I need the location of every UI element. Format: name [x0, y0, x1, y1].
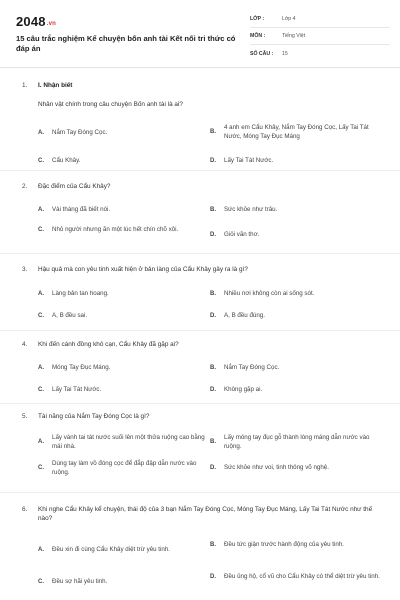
option-c[interactable] [38, 226, 208, 235]
question-stem: Hậu quả mà con yêu tinh xuất hiện ở bản làng của Cẩu Khây gây ra là gì? [38, 266, 248, 273]
option-text: Nhiều nơi không còn ai sống sót. [224, 290, 315, 297]
question-number: 3. [22, 266, 28, 273]
option-text: Cẩu Khây. [52, 157, 81, 164]
option-letter: A. [38, 547, 44, 553]
option-text: Nắm Tay Đóng Cọc. [224, 364, 280, 371]
option-text: Nhỏ người nhưng ăn một lúc hết chín chõ xôi. [52, 226, 179, 233]
meta-row-subject [250, 28, 390, 45]
option-letter: A. [38, 207, 44, 213]
option-letter: D. [210, 232, 216, 238]
meta-label: SỐ CÂU : [250, 50, 274, 57]
option-text: Lấy móng tay đục gỗ thành lòng máng dẫn nước vào ruộng. [224, 434, 370, 450]
option-d[interactable] [210, 312, 380, 321]
question-1 [22, 100, 382, 164]
option-letter: B. [210, 291, 216, 297]
option-c[interactable] [38, 460, 208, 477]
question-stem: Khi nghe Cẩu Khây kể chuyện, thái độ của 3 bạn Nắm Tay Đóng Cọc, Móng Tay Đục Máng, Lấy Tai Tát Nước như thế nào? [38, 506, 373, 522]
option-text: Đều xin đi cùng Cẩu Khây diệt trừ yêu tinh. [52, 546, 170, 553]
option-letter: D. [210, 465, 216, 471]
meta-row-class [250, 11, 390, 28]
option-c[interactable] [38, 157, 208, 166]
option-c[interactable] [38, 386, 208, 395]
option-letter: C. [38, 387, 44, 393]
option-letter: C. [38, 313, 44, 319]
option-letter: B. [210, 207, 216, 213]
question-4 [22, 340, 382, 393]
option-c[interactable] [38, 312, 208, 321]
page-header [0, 0, 400, 68]
option-text: Đều sợ hãi yêu tinh. [52, 578, 108, 585]
option-text: Móng Tay Đục Máng. [52, 364, 111, 371]
option-text: Không gặp ai. [224, 386, 263, 393]
question-stem: Khi đến cánh đồng khô cạn, Cẩu Khây đã gặp ai? [38, 341, 179, 348]
question-text [22, 265, 382, 274]
option-d[interactable] [210, 231, 380, 240]
option-text: Vài tháng đã biết nói. [52, 206, 111, 213]
option-text: Dùng tay làm vồ đóng cọc để đắp đập dẫn nước vào ruộng. [52, 460, 197, 476]
option-a[interactable] [38, 290, 208, 299]
divider [0, 253, 400, 254]
section-title: I. Nhận biết [38, 82, 73, 89]
option-b[interactable] [210, 206, 380, 215]
question-number: 4. [22, 341, 28, 348]
meta-value: 15 [282, 50, 288, 57]
meta-value: Tiếng Việt [282, 33, 306, 39]
question-5 [22, 412, 382, 476]
option-text: Nắm Tay Đóng Cọc. [52, 129, 108, 136]
option-d[interactable] [210, 157, 380, 166]
section-heading [22, 82, 72, 89]
option-letter: B. [210, 439, 216, 446]
option-text: Lấy Tai Tát Nước. [52, 386, 102, 393]
option-text: Sức khỏe như trâu. [224, 206, 278, 213]
option-text: Làng bản tan hoang. [52, 290, 109, 297]
option-letter: A. [38, 439, 44, 446]
question-text [22, 412, 382, 421]
option-b[interactable] [210, 434, 380, 451]
page-title: 15 câu trắc nghiệm Kể chuyện bốn anh tài Kết nối tri thức có đáp án [16, 34, 236, 53]
option-a[interactable] [38, 546, 208, 555]
option-d[interactable] [210, 386, 380, 395]
meta-value: Lớp 4 [282, 16, 296, 22]
logo-suffix: .vn [46, 21, 57, 27]
question-stem: Tài năng của Nắm Tay Đóng Cọc là gì? [38, 413, 150, 420]
option-letter: B. [210, 129, 216, 136]
question-text [22, 505, 382, 523]
option-a[interactable] [38, 206, 208, 215]
question-6 [22, 505, 382, 585]
option-text: Giỏi văn thơ. [224, 231, 260, 238]
question-2 [22, 182, 382, 238]
option-letter: D. [210, 574, 216, 580]
divider [0, 403, 400, 404]
option-letter: C. [38, 579, 44, 585]
option-letter: C. [38, 465, 44, 472]
option-b[interactable] [210, 124, 380, 141]
divider [0, 492, 400, 493]
meta-label: LỚP : [250, 16, 265, 22]
question-number [22, 100, 38, 109]
question-stem: Nhân vật chính trong câu chuyện Bốn anh tài là ai? [38, 101, 183, 108]
question-text [22, 182, 382, 191]
option-d[interactable] [210, 573, 380, 582]
question-text [22, 340, 382, 349]
option-text: A, B đều sai. [52, 312, 88, 319]
option-letter: B. [210, 542, 216, 548]
meta-table [250, 11, 390, 62]
option-a[interactable] [38, 434, 208, 451]
option-letter: C. [38, 158, 44, 164]
option-text: Lấy vành tai tát nước suối lên một thửa ruộng cao bằng mái nhà. [52, 434, 205, 450]
question-number: 2. [22, 183, 28, 190]
option-text: Đều tức giận trước hành động của yêu tinh. [224, 541, 345, 548]
option-letter: D. [210, 387, 216, 393]
meta-row-count [250, 45, 390, 62]
option-b[interactable] [210, 364, 380, 373]
option-text: Đều ủng hộ, cổ vũ cho Cẩu Khây có thể diệt trừ yêu tinh. [224, 573, 380, 580]
question-number: 6. [22, 506, 28, 513]
option-letter: C. [38, 227, 44, 233]
site-logo[interactable] [16, 14, 56, 29]
meta-label: MÔN : [250, 33, 266, 39]
question-number: 5. [22, 413, 28, 420]
option-letter: A. [38, 365, 44, 371]
option-b[interactable] [210, 541, 380, 550]
option-d[interactable] [210, 464, 380, 473]
option-a[interactable] [38, 364, 208, 373]
option-text: A, B đều đúng. [224, 312, 265, 319]
option-text: Lấy Tai Tát Nước. [224, 157, 274, 164]
divider [0, 330, 400, 331]
divider [0, 170, 400, 171]
option-letter: B. [210, 365, 216, 371]
option-text: 4 anh em Cẩu Khây, Nắm Tay Đóng Cọc, Lấy Tai Tát Nước, Móng Tay Đục Máng [224, 124, 369, 140]
option-letter: A. [38, 291, 44, 297]
question-3 [22, 265, 382, 319]
section-number: 1. [22, 82, 28, 89]
question-text [22, 100, 382, 109]
option-text: Sức khỏe như voi, tinh thông võ nghệ. [224, 464, 329, 471]
question-stem: Đặc điểm của Cẩu Khây? [38, 183, 111, 190]
option-a[interactable] [38, 129, 208, 138]
option-letter: D. [210, 158, 216, 164]
option-letter: D. [210, 313, 216, 319]
logo-text: 2048 [16, 14, 46, 29]
option-b[interactable] [210, 290, 380, 299]
option-letter: A. [38, 130, 44, 136]
option-c[interactable] [38, 578, 208, 587]
